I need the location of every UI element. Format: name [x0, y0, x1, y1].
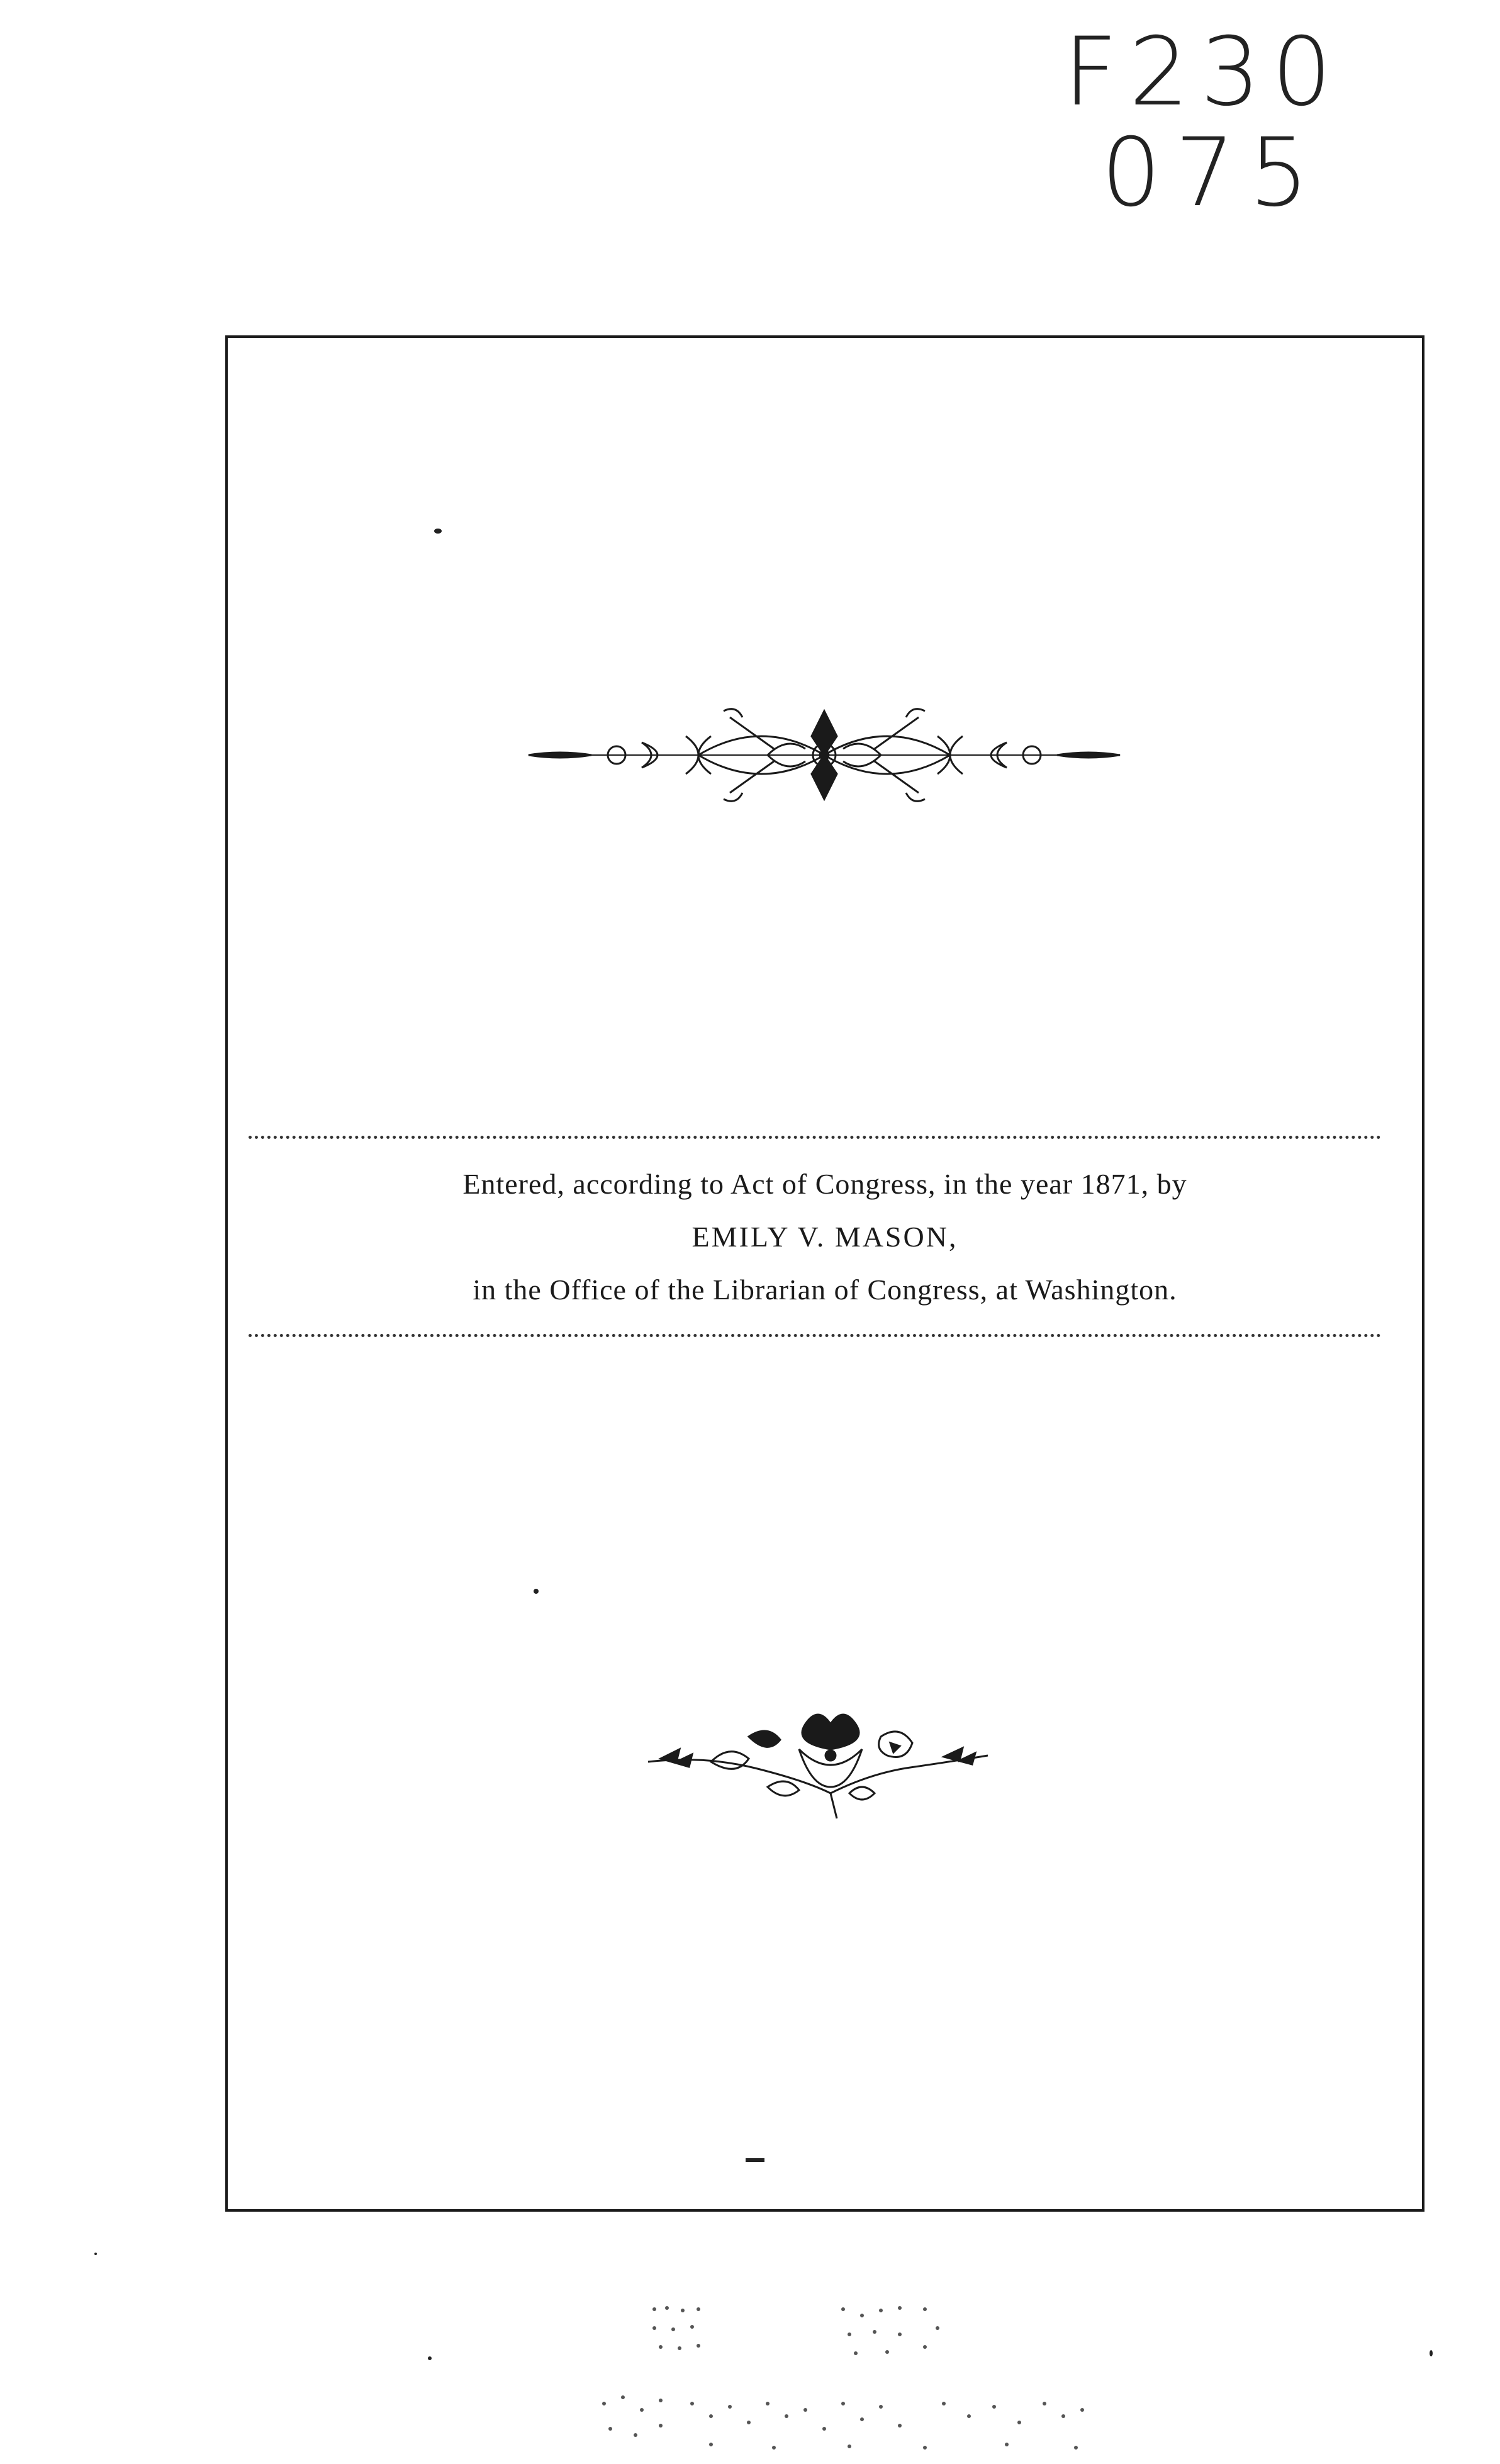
ink-speck	[534, 1589, 539, 1594]
copyright-notice	[225, 1158, 1424, 1316]
copyright-holder: EMILY V. MASON,	[691, 1221, 958, 1253]
copyright-line-3: in the Office of the Librarian of Congress, at Washington.	[473, 1274, 1177, 1306]
call-number-line-1: F230	[1063, 18, 1343, 127]
call-number	[1063, 18, 1391, 228]
copyright-line-1: Entered, according to Act of Congress, in the year 1871, by	[462, 1168, 1187, 1200]
floral-pansy-ornament-icon	[642, 1699, 994, 1825]
ink-dash	[746, 2158, 764, 2162]
dotted-rule-top	[249, 1136, 1381, 1139]
ink-speck	[428, 2356, 432, 2360]
dotted-rule-bottom	[249, 1334, 1381, 1337]
ink-speck	[94, 2253, 97, 2255]
ink-speck	[434, 529, 442, 534]
perforated-stamp-icon	[566, 2290, 1133, 2464]
scroll-ornament-icon	[522, 692, 1126, 818]
call-number-line-2: 075	[1101, 118, 1323, 228]
ink-speck	[1430, 2350, 1433, 2356]
